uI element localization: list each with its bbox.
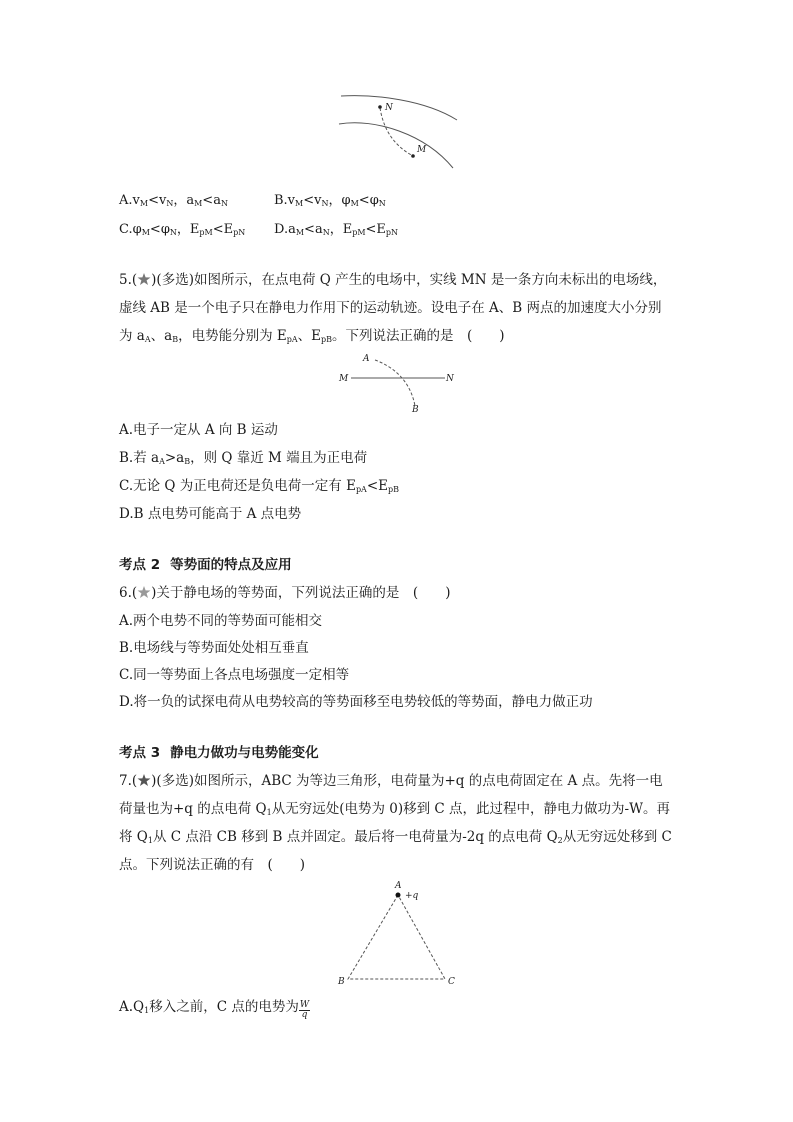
fraction-w-over-q: $\frac{W}{q}$ (299, 1000, 310, 1020)
q6-option-d: D.将一负的试探电荷从电势较高的等势面移至电势较低的等势面，静电力做正功 (119, 694, 593, 710)
point-n (378, 105, 382, 109)
q5-option-d: D.B 点电势可能高于 A 点电势 (119, 506, 302, 522)
difficulty-star-icon (137, 586, 151, 598)
svg-text:N: N (385, 103, 393, 113)
svg-text:+q: +q (405, 891, 419, 901)
q5-figure (335, 350, 460, 415)
q4-figure (335, 90, 465, 170)
q7-stem-line4: 点。下列说法正确的有 ( ) (119, 857, 306, 873)
q6-option-b: B.电场线与等势面处处相互垂直 (119, 640, 309, 656)
difficulty-star-icon (137, 273, 151, 285)
q6-option-a: A.两个电势不同的等势面可能相交 (119, 613, 323, 629)
q5-option-b: B.若 $a_A>a_B$，则 Q 靠近 M 端且为正电荷 (119, 450, 368, 466)
point-m (411, 154, 415, 158)
svg-text:A: A (395, 881, 402, 891)
q5-option-c: C.无论 Q 为正电荷还是负电荷一定有 $E_{pA}<E_{pB}$ (119, 478, 400, 494)
svg-text:A: A (363, 354, 370, 364)
q7-figure (335, 878, 460, 988)
q5-stem-line1: 5.( )(多选)如图所示，在点电荷 Q 产生的电场中，实线 MN 是一条方向未标出的电场线， (119, 272, 667, 288)
field-line-upper (341, 96, 457, 120)
svg-text:B: B (412, 405, 419, 415)
svg-text:M: M (417, 145, 427, 155)
q7-option-a: $A.Q_1$移入之前，C 点的电势为 $\frac{W}{q}$ (119, 999, 310, 1020)
q6-option-c: C.同一等势面上各点电场强度一定相等 (119, 667, 350, 683)
q5-stem-line2: 虚线 AB 是一个电子只在静电力作用下的运动轨迹。设电子在 A、B 两点的加速度大小分别 (119, 300, 662, 316)
difficulty-star-icon (137, 774, 151, 786)
q4-option-b: $B.v_M<v_N$，$\varphi_M<\varphi_N$ (274, 193, 386, 208)
q7-stem-line3: 将 $Q_1$从 C 点沿 CB 移到 B 点并固定。最后将一电荷量为-2q 的点电荷 $Q_2$从无穷远处移到 C (119, 829, 672, 845)
q6-stem: 6.( )关于静电场的等势面，下列说法正确的是 ( ) (119, 585, 451, 601)
q4-option-c: $C.\varphi_M<\varphi_N$，$E_{pM}<E_{pN}$ (119, 222, 246, 237)
q5-option-a: A.电子一定从 A 向 B 运动 (119, 422, 278, 438)
svg-text:C: C (448, 977, 455, 987)
q4-option-d: $D.a_M<a_N$，$E_{pM}<E_{pN}$ (274, 222, 399, 237)
q7-stem-line1: 7.( )(多选)如图所示，ABC 为等边三角形，电荷量为+q 的点电荷固定在 A 点。先将一电 (119, 773, 663, 789)
trajectory (380, 108, 413, 156)
section-2-heading: 考点 2 等势面的特点及应用 (119, 557, 292, 573)
q4-option-a: $A.v_M<v_N$，$a_M<a_N$ (119, 193, 228, 208)
equilateral-triangle (348, 895, 445, 979)
svg-text:M: M (339, 374, 349, 384)
svg-text:B: B (338, 977, 345, 987)
svg-text:N: N (446, 374, 454, 384)
section-3-heading: 考点 3 静电力做功与电势能变化 (119, 745, 319, 761)
field-line-lower (339, 123, 453, 168)
charge-at-a (396, 893, 401, 898)
q7-stem-line2: 荷量也为+q 的点电荷 $Q_1$从无穷远处(电势为 0)移到 C 点，此过程中，静电力做功为-W。再 (119, 801, 670, 817)
electron-trajectory (375, 360, 415, 406)
q5-stem-line3: 为 $a_A$、$a_B$，电势能分别为 $E_{pA}$、$E_{pB}$。下列说法正确的是 ( ) (119, 328, 505, 344)
